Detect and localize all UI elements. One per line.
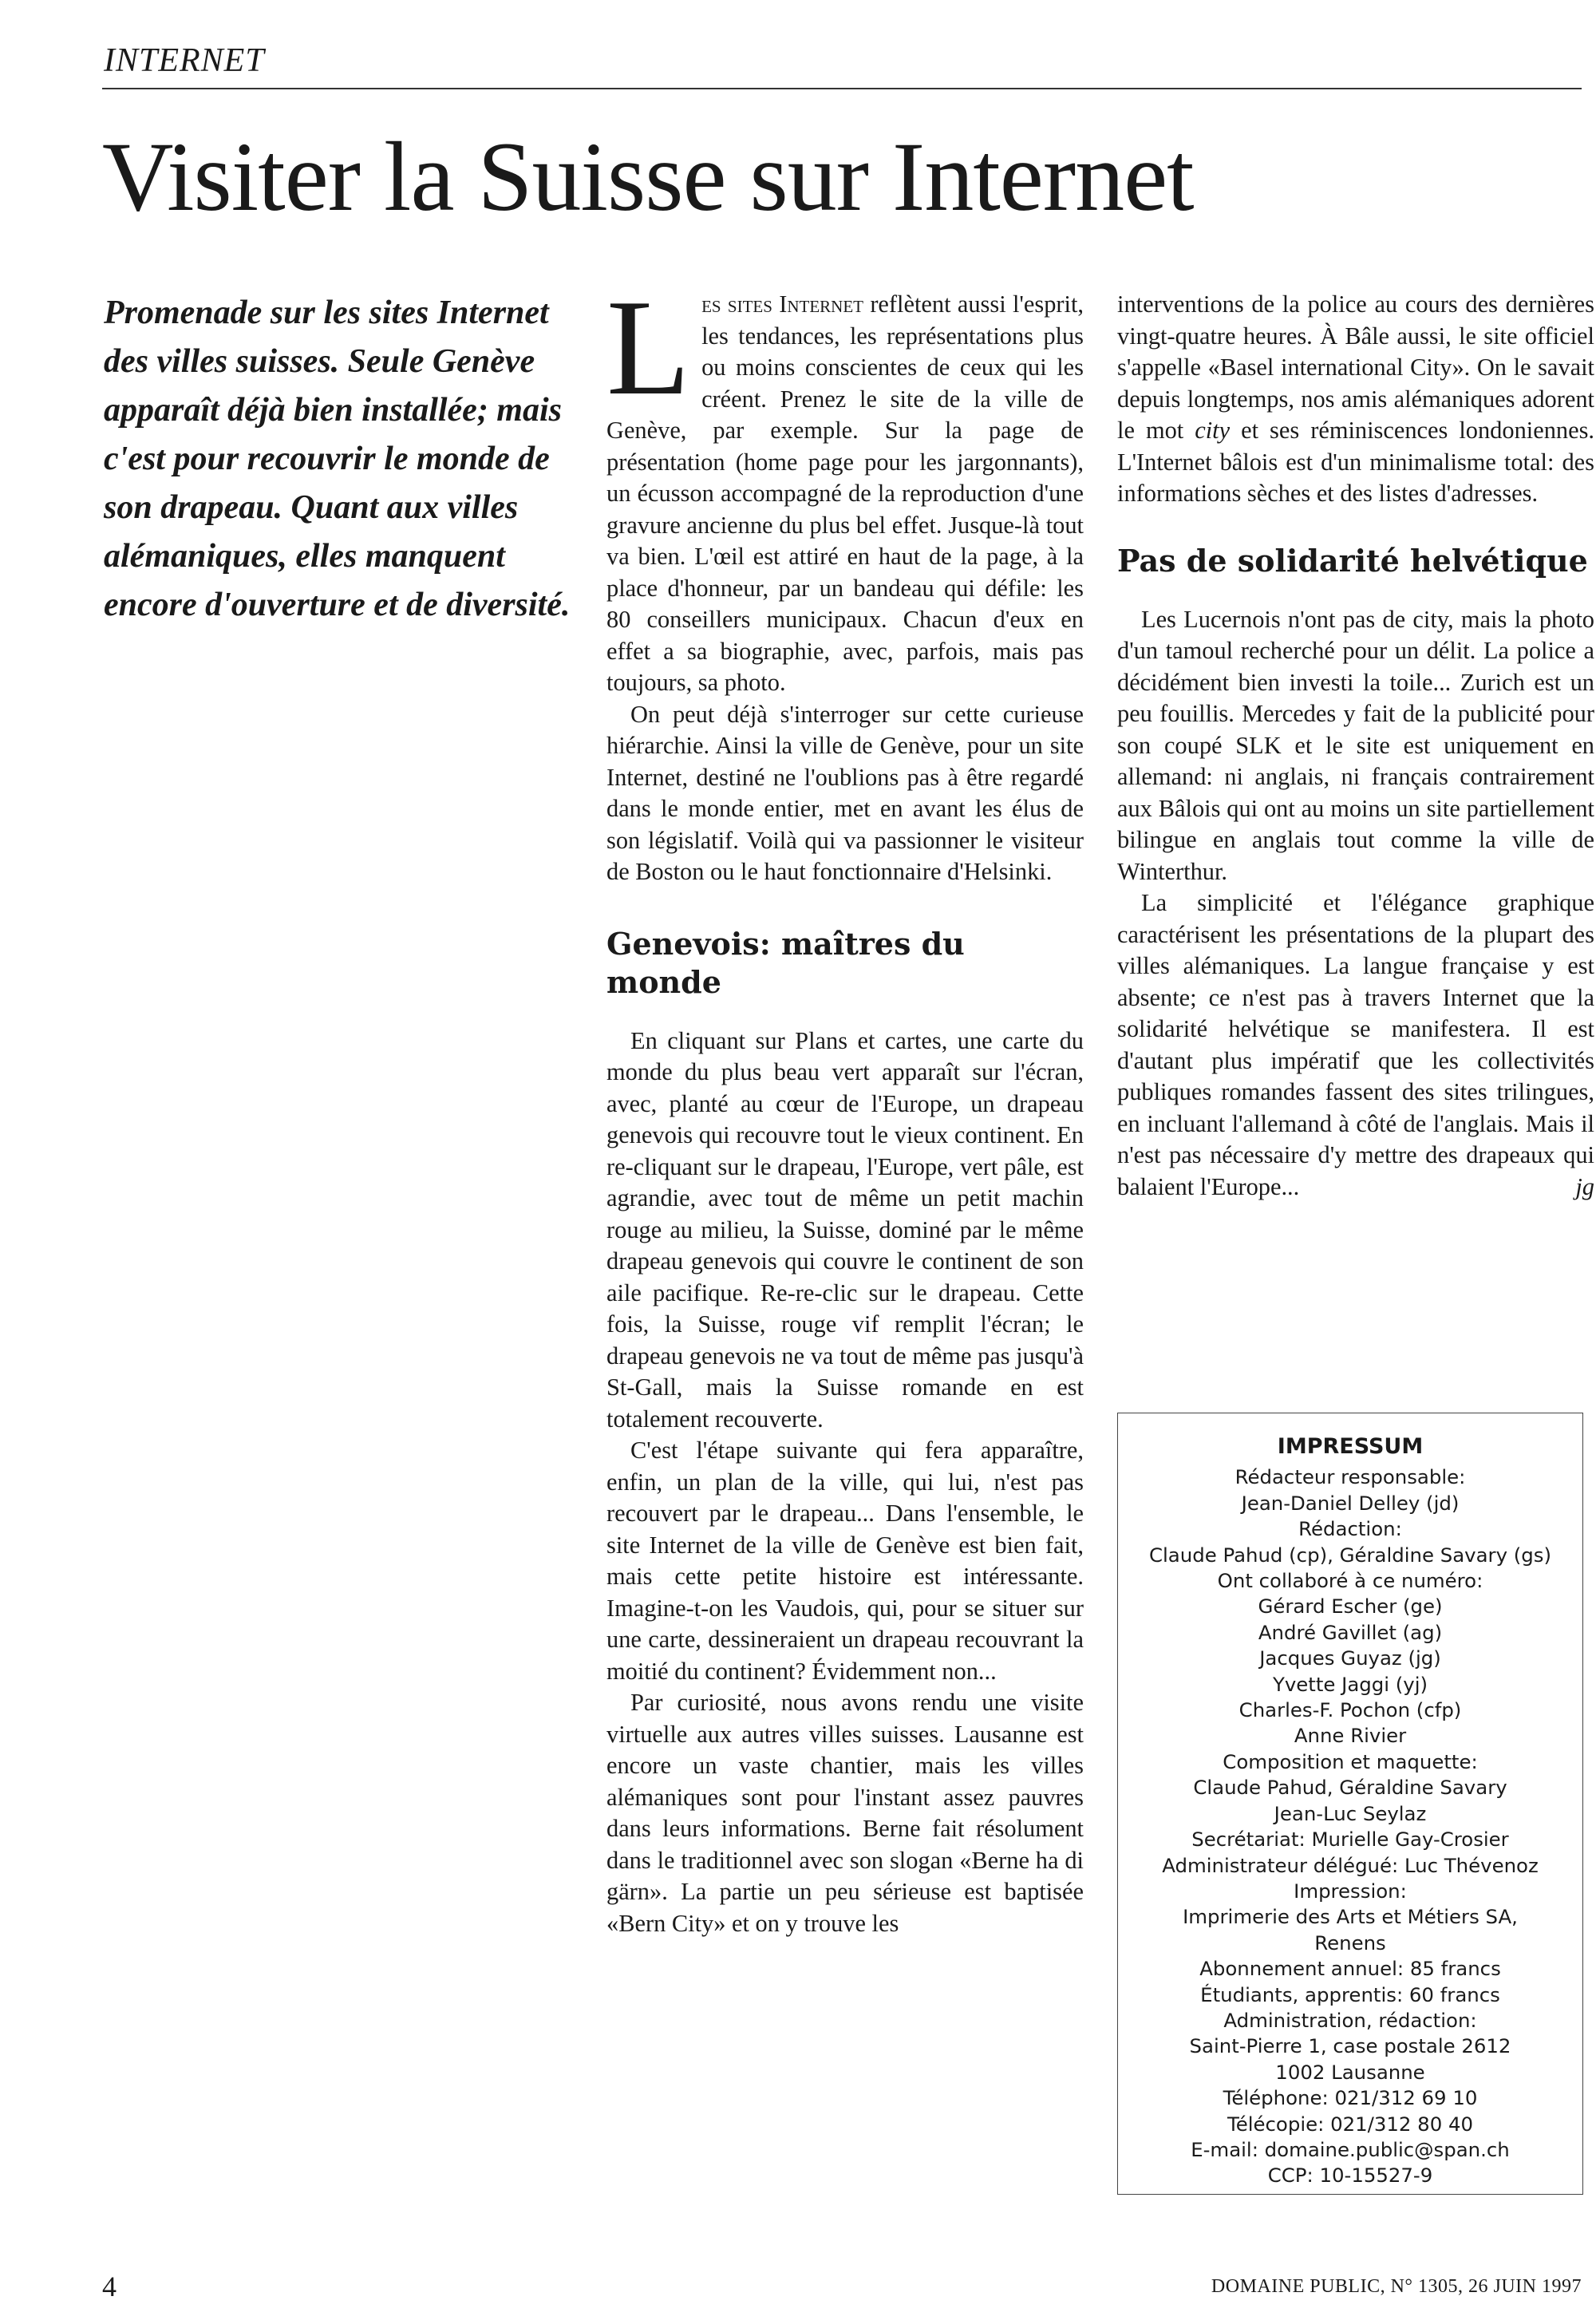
impressum-line: André Gavillet (ag)	[1258, 1620, 1443, 1644]
impressum-line: 1002 Lausanne	[1275, 2060, 1425, 2084]
impressum-line: Imprimerie des Arts et Métiers SA,	[1183, 1905, 1518, 1929]
article-paragraph	[1117, 289, 1594, 510]
author-signature: jg	[1575, 1172, 1594, 1200]
impressum-lines	[1118, 1464, 1582, 2188]
article-paragraph: Les Lucernois n'ont pas de city, mais la photo d'un tamoul recherché pour un délit. La police a décidément bien investi la toile... Zurich est un peu fouillis. Mercedes y fait de la publicité pour son coupé SLK et le site est uniquement en allemand: ni anglais, ni français contrairement aux Bâlois qui ont au moins un site partiellement bilingue en anglais tout comme la ville de Winterthur.	[1117, 605, 1594, 885]
impressum-line: Impression:	[1294, 1879, 1407, 1903]
impressum-line: Rédaction:	[1298, 1517, 1402, 1541]
impressum-line: Rédacteur responsable:	[1235, 1465, 1466, 1489]
impressum-line: Télécopie: 021/312 80 40	[1227, 2112, 1473, 2136]
impressum-line: Administrateur délégué: Luc Thévenoz	[1162, 1853, 1539, 1877]
impressum-line: Jacques Guyaz (jg)	[1259, 1646, 1441, 1670]
impressum-line: Téléphone: 021/312 69 10	[1223, 2086, 1478, 2110]
subheading-solidarite: Pas de solidarité helvétique	[1117, 542, 1588, 579]
impressum-box	[1117, 1413, 1583, 2195]
emphasis-city: city	[1195, 417, 1231, 444]
drop-cap: L	[606, 272, 691, 424]
impressum-line: CCP: 10-15527-9	[1267, 2164, 1433, 2188]
impressum-title: IMPRESSUM	[1277, 1434, 1424, 1459]
page-number: 4	[102, 2271, 117, 2302]
impressum-line: Composition et maquette:	[1223, 1749, 1478, 1773]
impressum-line: Yvette Jaggi (yj)	[1272, 1672, 1428, 1696]
impressum-line: E-mail: domaine.public@span.ch	[1191, 2137, 1510, 2161]
impressum-line: Administration, rédaction:	[1223, 2008, 1477, 2032]
header-rule	[102, 88, 1582, 89]
impressum-line: Étudiants, apprentis: 60 francs	[1200, 1982, 1500, 2006]
opening-smallcaps: es sites Internet	[701, 290, 863, 318]
paragraph-text: et ses réminiscences londoniennes. L'Internet bâlois est d'un minimalisme total: des informations sèches et des listes d'adresses.	[1117, 417, 1595, 507]
article-paragraph: Par curiosité, nous avons rendu une visite virtuelle aux autres villes suisses. Lausanne est encore un vaste chantier, mais les villes alémaniques sont pour l'instant assez pauvres dans leurs informations. Berne fait résolument dans le traditionnel avec son slogan «Berne ha di gärn». La partie un peu sérieuse est baptisée «Bern City» et on y trouve les	[606, 1689, 1084, 1937]
article-lead: Promenade sur les sites Internet des villes suisses. Seule Genève apparaît déjà bien installée; mais c'est pour recouvrir le monde de son drapeau. Quant aux villes alémaniques, elles manquent encore d'ouverture et de diversité.	[104, 294, 571, 623]
article-paragraph: C'est l'étape suivante qui fera apparaître, enfin, un plan de la ville, qui lui, n'est pas recouvert par le drapeau... Dans l'ensemble, le site Internet de la ville de Genève est bien fait, mais cette petite histoire est intéressante. Imagine-t-on les Vaudois, qui, pour se situer sur une carte, dessineraient un drapeau recouvrant la moitié du continent? Évidemment non...	[606, 1437, 1084, 1685]
article-column-2	[1117, 289, 1594, 1203]
impressum-line: Secrétariat: Murielle Gay-Crosier	[1191, 1828, 1509, 1852]
impressum-line: Anne Rivier	[1294, 1724, 1407, 1748]
paragraph-text: interventions de la police au cours des dernières vingt-quatre heures. À Bâle aussi, le site officiel s'appelle «Basel international City». On le savait depuis longtemps, nos amis alémaniques adorent le mot	[1117, 290, 1594, 444]
impressum-line: Jean-Luc Seylaz	[1274, 1801, 1427, 1825]
article-paragraph	[606, 272, 1084, 699]
article-paragraph	[1117, 887, 1594, 1203]
impressum-line: Gérard Escher (ge)	[1258, 1595, 1443, 1618]
section-rubric: INTERNET	[104, 42, 265, 79]
impressum-line: Ont collaboré à ce numéro:	[1217, 1569, 1483, 1593]
article-headline: Visiter la Suisse sur Internet	[102, 122, 1194, 231]
article-paragraph: On peut déjà s'interroger sur cette curieuse hiérarchie. Ainsi la ville de Genève, pour un site Internet, destiné ne l'oublions pas à être regardé dans le monde entier, met en avant les élus de son législatif. Voilà qui va passionner le visiteur de Boston ou le haut fonctionnaire d'Helsinki.	[606, 700, 1084, 885]
impressum-line: Saint-Pierre 1, case postale 2612	[1189, 2034, 1511, 2058]
impressum-line: Claude Pahud, Géraldine Savary	[1193, 1776, 1507, 1800]
subheading-genevois: Genevois: maîtres du monde	[606, 925, 965, 1000]
publication-footer: DOMAINE PUBLIC, N° 1305, 26 JUIN 1997	[1211, 2276, 1582, 2297]
impressum-line: Charles-F. Pochon (cfp)	[1238, 1698, 1462, 1722]
article-paragraph: En cliquant sur Plans et cartes, une carte du monde du plus beau vert apparaît sur l'écran, avec, planté au cœur de l'Europe, un drapeau genevois qui recouvre tout le vieux continent. En re-cliquant sur le drapeau, l'Europe, vert pâle, est agrandie, avec tout de même un petit machin rouge au milieu, la Suisse, dominé par le même drapeau genevois qui couvre le continent de son aile pacifique. Re-re-clic sur le drapeau. Cette fois, la Suisse, rouge vif remplit l'écran; le drapeau genevois ne va tout de même pas jusqu'à St-Gall, mais la Suisse romande en est totalement recouverte.	[606, 1026, 1084, 1433]
impressum-line: Abonnement annuel: 85 francs	[1199, 1957, 1501, 1981]
impressum-line: Jean-Daniel Delley (jd)	[1241, 1491, 1460, 1515]
article-column-1	[606, 272, 1084, 1939]
impressum-line: Renens	[1314, 1931, 1386, 1954]
paragraph-text: reflètent aussi l'esprit, les tendances, les représentations plus ou moins conscientes de ceux qui les créent. Prenez le site de la ville de Genève, par exemple. Sur la page de présentation (home page pour les jargonnants), un écusson accompagné de la reproduction d'une gravure ancienne du plus bel effet. Jusque-là tout va bien. L'œil est attiré en haut de la page, à la place d'honneur, par un bandeau qui défile: les 80 conseillers municipaux. Chacun d'eux en effet a sa biographie, avec, parfois, mais pas toujours, sa photo.	[606, 290, 1084, 696]
impressum-line: Claude Pahud (cp), Géraldine Savary (gs)	[1149, 1543, 1551, 1567]
paragraph-text: La simplicité et l'élégance graphique caractérisent les présentations de la plupart des villes alémaniques. La langue française y est absente; ce n'est pas à travers Internet que la solidarité helvétique se manifestera. Il est d'autant plus impératif que les collectivités publiques romandes fassent des sites trilingues, en incluant l'allemand à côté de l'anglais. Mais il n'est pas nécessaire d'y mettre des drapeaux qui balaient l'Europe...	[1117, 889, 1594, 1200]
